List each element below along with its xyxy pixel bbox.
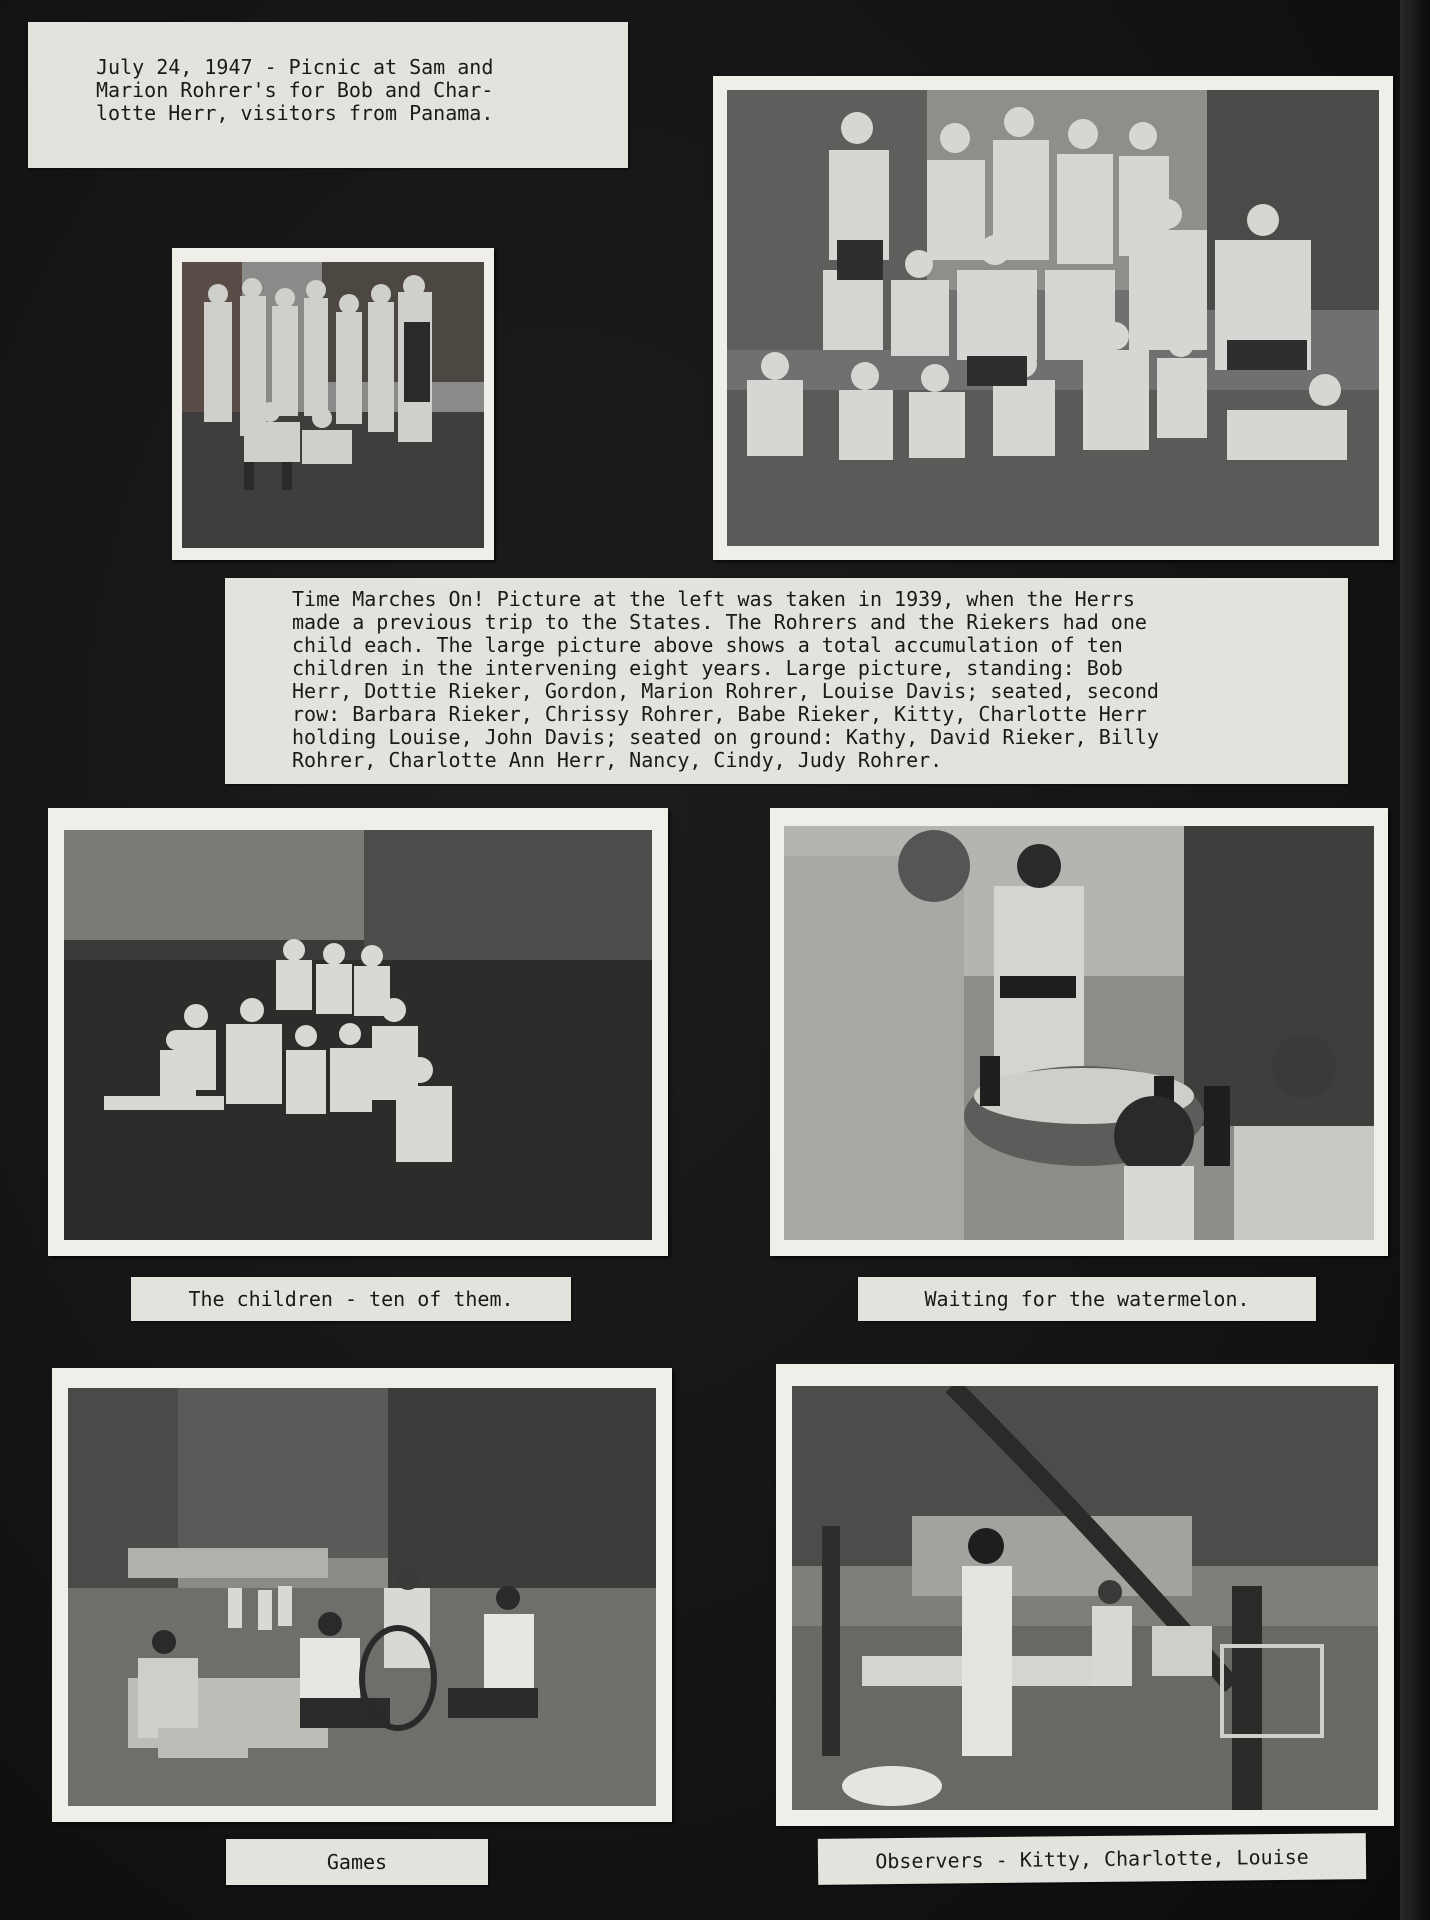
photo-1947-group xyxy=(713,76,1393,560)
time-marches-on-caption: Time Marches On! Picture at the left was taken in 1939, when the Herrs made a previous trip to the States. The Rohrers and the Riekers had one child each. The large picture above shows a total accumulation of ten children in the intervening eight years. Large picture, standing: Bob Herr, Dottie Rieker, Gordon, Marion Rohrer, Louise Davis; seated, second row: Barbara Rieker, Chrissy Rohrer, Babe Rieker, Kitty, Charlotte Herr holding Louise, John Davis; seated on ground: Kathy, David Rieker, Billy Rohrer, Charlotte Ann Herr, Nancy, Cindy, Judy Rohrer. xyxy=(225,578,1348,784)
album-page-edge xyxy=(1400,0,1430,1920)
games-caption: Games xyxy=(226,1839,488,1885)
photo-watermelon xyxy=(770,808,1388,1256)
children-caption: The children - ten of them. xyxy=(131,1277,571,1321)
photo-games xyxy=(52,1368,672,1822)
photo-observers xyxy=(776,1364,1394,1826)
photo-children xyxy=(48,808,668,1256)
watermelon-caption: Waiting for the watermelon. xyxy=(858,1277,1316,1321)
header-caption: July 24, 1947 - Picnic at Sam and Marion Rohrer's for Bob and Char- lotte Herr, visitors from Panama. xyxy=(28,22,628,168)
observers-caption: Observers - Kitty, Charlotte, Louise xyxy=(818,1833,1366,1885)
photo-1939-group xyxy=(172,248,494,560)
